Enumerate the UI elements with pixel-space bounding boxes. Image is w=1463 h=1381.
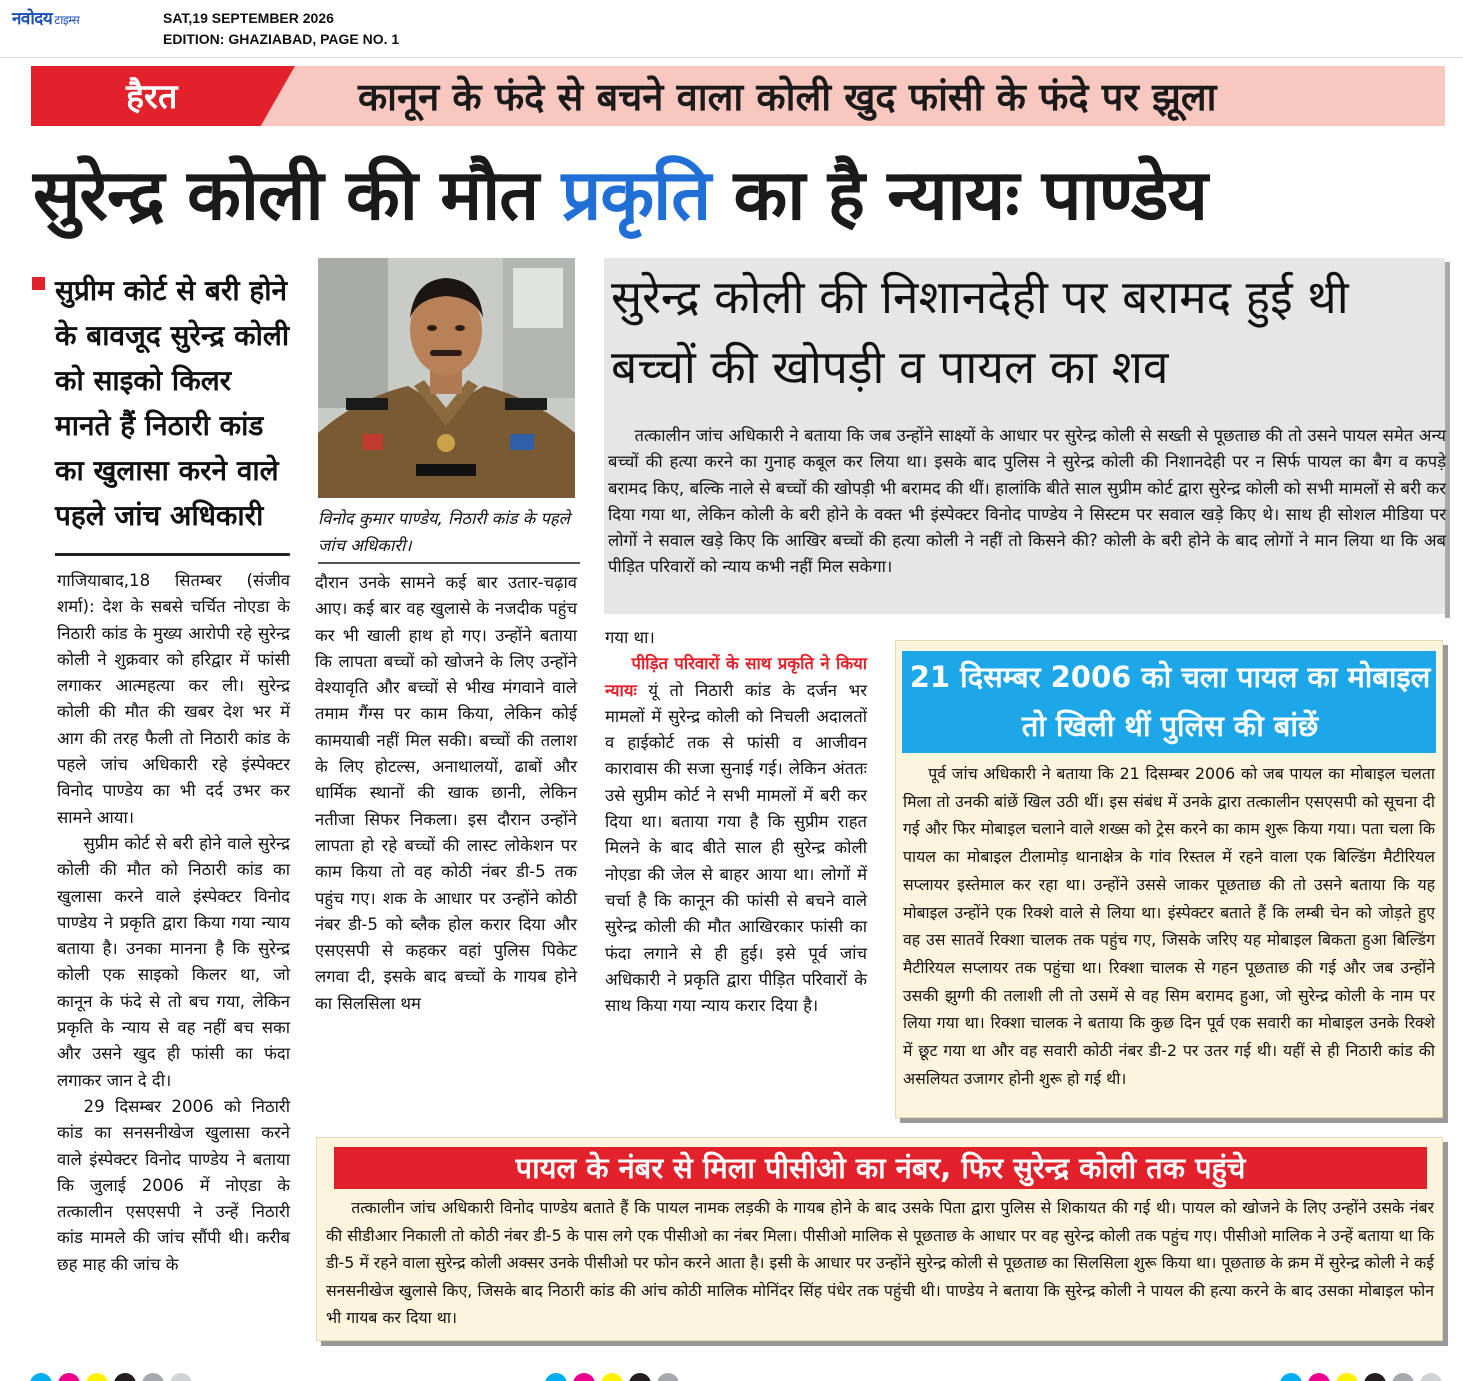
photo-caption: विनोद कुमार पाण्डेय, निठारी कांड के पहले जांच अधिकारी।	[318, 509, 570, 555]
headline-part-2: का है न्यायः पाण्डेय	[710, 154, 1207, 236]
header-divider	[0, 57, 1463, 58]
dateline-paragraph: गाजियाबाद,18 सितम्बर (संजीव शर्मा): देश के सबसे चर्चित नोएडा के निठारी कांड के मुख्य आरोपी रहे सुरेन्द्र कोली ने शुक्रवार को हरिद्वार में फांसी लगाकर आत्महत्या कर ली। सुरेन्द्र कोली की मौत की खबर देश भर में आग की तरह फैली तो निठारी कांड के पहले जांच अधिकारी रहे इंस्पेक्टर विनोद पाण्डेय का भी दर्द उभर कर सामने आया।	[57, 571, 290, 827]
main-headline	[33, 150, 1443, 240]
registration-dot	[1336, 1373, 1358, 1381]
officer-portrait-image	[318, 258, 575, 498]
registration-dot	[86, 1373, 108, 1381]
registration-dot	[114, 1373, 136, 1381]
registration-dot	[170, 1373, 192, 1381]
box-shadow	[1443, 645, 1448, 1123]
article-column-3	[605, 625, 867, 1019]
paragraph	[605, 651, 867, 1019]
paragraph: दौरान उनके सामने कई बार उतार-चढ़ाव आए। कई बार वह खुलासे के नजदीक पहुंच कर भी खाली हाथ हो गए। उन्होंने बताया कि लापता बच्चों को खोजने के लिए उन्होंने वेश्यावृति और बच्चों से भीख मंगवाने वाले तमाम गैंग्स पर काम किया, लेकिन कोई कामयाबी नहीं मिल सकी। बच्चों की तलाश के लिए होटल्स, अनाथालयों, ढाबों और धार्मिक स्थानों की खाक छानी, लेकिन नतीजा सिफर निकला। इस दौरान उन्होंने लापता हो रहे बच्चों की लास्ट लोकेशन पर काम किया तो वह कोठी नंबर डी-5 तक पहुंच गए। शक के आधार पर उन्होंने कोठी नंबर डी-5 को ब्लैक होल करार दिया और एसएसपी से कहकर वहां पुलिस पिकेट लगवा दी, इसके बाद बच्चों के गायब होने का सिलसिला थम	[315, 573, 577, 1013]
pco-story-body	[326, 1194, 1434, 1332]
pco-story-headline: पायल के नंबर से मिला पीसीओ का नंबर, फिर सुरेन्द्र कोली तक पहुंचे	[515, 1151, 1246, 1185]
registration-dot	[1280, 1373, 1302, 1381]
kicker-tag: हैरत	[126, 77, 178, 117]
sidebar-story-headline: सुरेन्द्र कोली की निशानदेही पर बरामद हुई थी बच्चों की खोपड़ी व पायल का शव	[611, 270, 1349, 394]
mobile-story-body	[903, 760, 1435, 1092]
registration-dot	[58, 1373, 80, 1381]
mobile-story-headline: 21 दिसम्बर 2006 को चला पायल का मोबाइल तो खिली थीं पुलिस की बांछें	[909, 660, 1431, 743]
paragraph: तत्कालीन जांच अधिकारी विनोद पाण्डेय बताते हैं कि पायल नामक लड़की के गायब होने के बाद उसके पिता द्वारा पुलिस से शिकायत की गई थी। पायल को खोजने के लिए उन्होंने उसके नंबर की सीडीआर निकाली तो कोठी नंबर डी-5 के पास लगे एक पीसीओ का नंबर मिला। पीसीओ मालिक से पूछताछ के आधार पर वह सुरेन्द्र कोली तक पहुंच गए। पीसीओ मालिक ने उन्हें बताया था कि डी-5 में रहने वाला सुरेन्द्र कोली अक्सर उनके पीसीओ पर फोन करने आता है। इसी के आधार पर उन्होंने सुरेन्द्र कोली से पूछताछ का सिलसिला शुरू किया था। पूछताछ के क्रम में सुरेन्द्र कोली ने कई सनसनीखेज खुलासे किए, जिसके बाद निठारी कांड की आंच कोठी मालिक मोनिंदर सिंह पंधेर तक पहुंची थी। पाण्डेय ने बताया कि सुरेन्द्र कोली ने पायल की हत्या करने के बाद उसका मोबाइल फोन भी गायब कर दिया था।	[326, 1198, 1434, 1327]
edition-info	[163, 8, 399, 50]
officer-photo	[318, 258, 575, 498]
headline-part-1: सुरेन्द्र कोली की मौत	[33, 154, 562, 236]
box-shadow	[1443, 1142, 1448, 1346]
edition-page: EDITION: GHAZIABAD, PAGE NO. 1	[163, 31, 400, 47]
sidebar-story-body	[608, 423, 1446, 581]
registration-dot	[573, 1373, 595, 1381]
registration-dot	[1308, 1373, 1330, 1381]
paragraph: गया था।	[605, 628, 655, 647]
headline-highlight: प्रकृति	[561, 154, 711, 236]
box-shadow	[900, 1118, 1448, 1123]
registration-dot	[629, 1373, 651, 1381]
paragraph: तत्कालीन जांच अधिकारी ने बताया कि जब उन्होंने साक्ष्यों के आधार पर सुरेन्द्र कोली से सख्ती से पूछताछ की तो उसने पायल समेत अन्य बच्चों की हत्या करने का गुनाह कबूल कर लिया था। इसके बाद पुलिस ने सुरेन्द्र कोली की निशानदेही पर न सिर्फ पायल का बैग व कपड़े बरामद किए, बल्कि नाले से बच्चों की खोपड़ी भी बरामद की थीं। हालांकि बीते साल सुप्रीम कोर्ट द्वारा सुरेन्द्र कोली को सभी मामलों से बरी कर दिया गया था, लेकिन कोली के बरी होने के वक्त भी इंस्पेक्टर विनोद पाण्डेय ने सिस्टम पर सवाल खड़े किए थे। साथ ही सोशल मीडिया पर लोगों ने सवाल खड़े किए कि आखिर बच्चों की हत्या कोली ने नहीं तो किसने की? कोली के बरी होने के बाद लोगों ने मान लिया था कि अब पीड़ित परिवारों को न्याय कभी नहीं मिल सकेगा।	[608, 426, 1447, 577]
red-square-bullet-icon	[32, 277, 45, 290]
registration-dot	[1392, 1373, 1414, 1381]
registration-dot	[1420, 1373, 1442, 1381]
caption-divider	[318, 562, 580, 564]
paragraph: सुप्रीम कोर्ट से बरी होने वाले सुरेन्द्र कोली की मौत को निठारी कांड का खुलासा करने वाले इंस्पेक्टर विनोद पाण्डेय ने प्रकृति द्वारा किया गया न्याय बताया है। उनका मानना है कि सुरेन्द्र कोली एक साइको किलर था, जो कानून के फंदे से तो बच गया, लेकिन प्रकृति के न्याय से वह नहीं बच सका और उसने खुद ही फांसी का फंदा लगाकर जान दे दी।	[57, 833, 290, 1090]
paragraph: पूर्व जांच अधिकारी ने बताया कि 21 दिसम्बर 2006 को जब पायल का मोबाइल चलता मिला तो उनकी बांछें खिल उठी थीं। इस संबंध में उनके द्वारा तत्कालीन एसएसपी को सूचना दी गई और फिर मोबाइल चलाने वाले शख्स को ट्रेस करने का काम शुरू किया गया। पता चला कि पायल का मोबाइल टीलामोड़ थानाक्षेत्र के गांव रिस्तल में रहने वाला एक बिल्डिंग मैटीरियल सप्लायर इस्तेमाल कर रहा था। उन्होंने उससे जाकर पूछताछ की तो उसने बताया कि यह मोबाइल उन्होंने एक रिक्शे वाले से लिया था। इंस्पेक्टर बताते हैं कि लम्बी चेन को जोड़ते हुए वह उस सातवें रिक्शा चालक तक पहुंच गए, जिसके जरिए यह मोबाइल बिकता हुआ बिल्डिंग मैटीरियल सप्लायर तक पहुंचा था। रिक्शा चालक से गहन पूछताछ की गई और जब उन्होंने उसकी झुग्गी की तलाशी ली तो उसमें से वह सिम बरामद हुआ, जो सुरेन्द्र कोली के नाम पर लिया गया था। रिक्शा चालक ने बताया कि कुछ दिन पूर्व एक सवारी का मोबाइल उनके रिक्शे में छूट गया था और वह सवारी कोठी नंबर डी-2 पर उतर गई थी। यहीं से ही निठारी कांड की असलियत उजागर होनी शुरू हो गई थी।	[903, 764, 1435, 1088]
edition-date: SAT,19 SEPTEMBER 2026	[163, 10, 334, 26]
article-column-2	[315, 570, 577, 1017]
highlight-divider	[55, 553, 290, 556]
paragraph-text: यूं तो निठारी कांड के दर्जन भर मामलों में सुरेन्द्र कोली को निचली अदालतों व हाईकोर्ट तक से फांसी व आजीवन कारावास की सजा सुनाई गई। लेकिन अंततः उसे सुप्रीम कोर्ट ने सभी मामलों में बरी कर दिया था। बताया गया है कि सुप्रीम राहत मिलने के बाद बीते साल ही सुरेन्द्र कोली नोएडा की जेल से बाहर आया था। लोगों में चर्चा है कि कानून की फांसी से बचने वाले सुरेन्द्र कोली की मौत आखिरकार फांसी का फंदा लगाने से ही हुई। इसे पूर्व जांच अधिकारी ने प्रकृति द्वारा पीड़ित परिवारों के साथ किया गया न्याय करार दिया है।	[605, 680, 867, 1016]
registration-dot	[142, 1373, 164, 1381]
article-column-1	[57, 568, 290, 1278]
highlight-text: सुप्रीम कोर्ट से बरी होने के बावजूद सुरेन्द्र कोली को साइको किलर मानते हैं निठारी कांड का खुलासा करने वाले पहले जांच अधिकारी	[55, 274, 290, 532]
registration-dot	[30, 1373, 52, 1381]
paragraph: 29 दिसम्बर 2006 को निठारी कांड का सनसनीखेज खुलासा करने वाले इंस्पेक्टर विनोद पाण्डेय ने बताया कि जुलाई 2006 में नोएडा के तत्कालीन एसएसपी ने उन्हें निठारी कांड मामले की जांच सौंपी थी। करीब छह माह की जांच के	[57, 1096, 290, 1274]
highlight-box	[30, 268, 292, 538]
registration-dot	[601, 1373, 623, 1381]
registration-dot	[657, 1373, 679, 1381]
registration-dot	[1364, 1373, 1386, 1381]
kicker-text: कानून के फंदे से बचने वाला कोली खुद फांसी के फंदे पर झूला	[358, 75, 1217, 119]
box-shadow	[321, 1341, 1448, 1346]
subhead-lead: पीड़ित परिवारों के साथ प्रकृति ने किया न्यायः	[605, 654, 867, 700]
registration-dot	[545, 1373, 567, 1381]
newspaper-logo: नवोदय टाइम्स	[12, 9, 80, 29]
